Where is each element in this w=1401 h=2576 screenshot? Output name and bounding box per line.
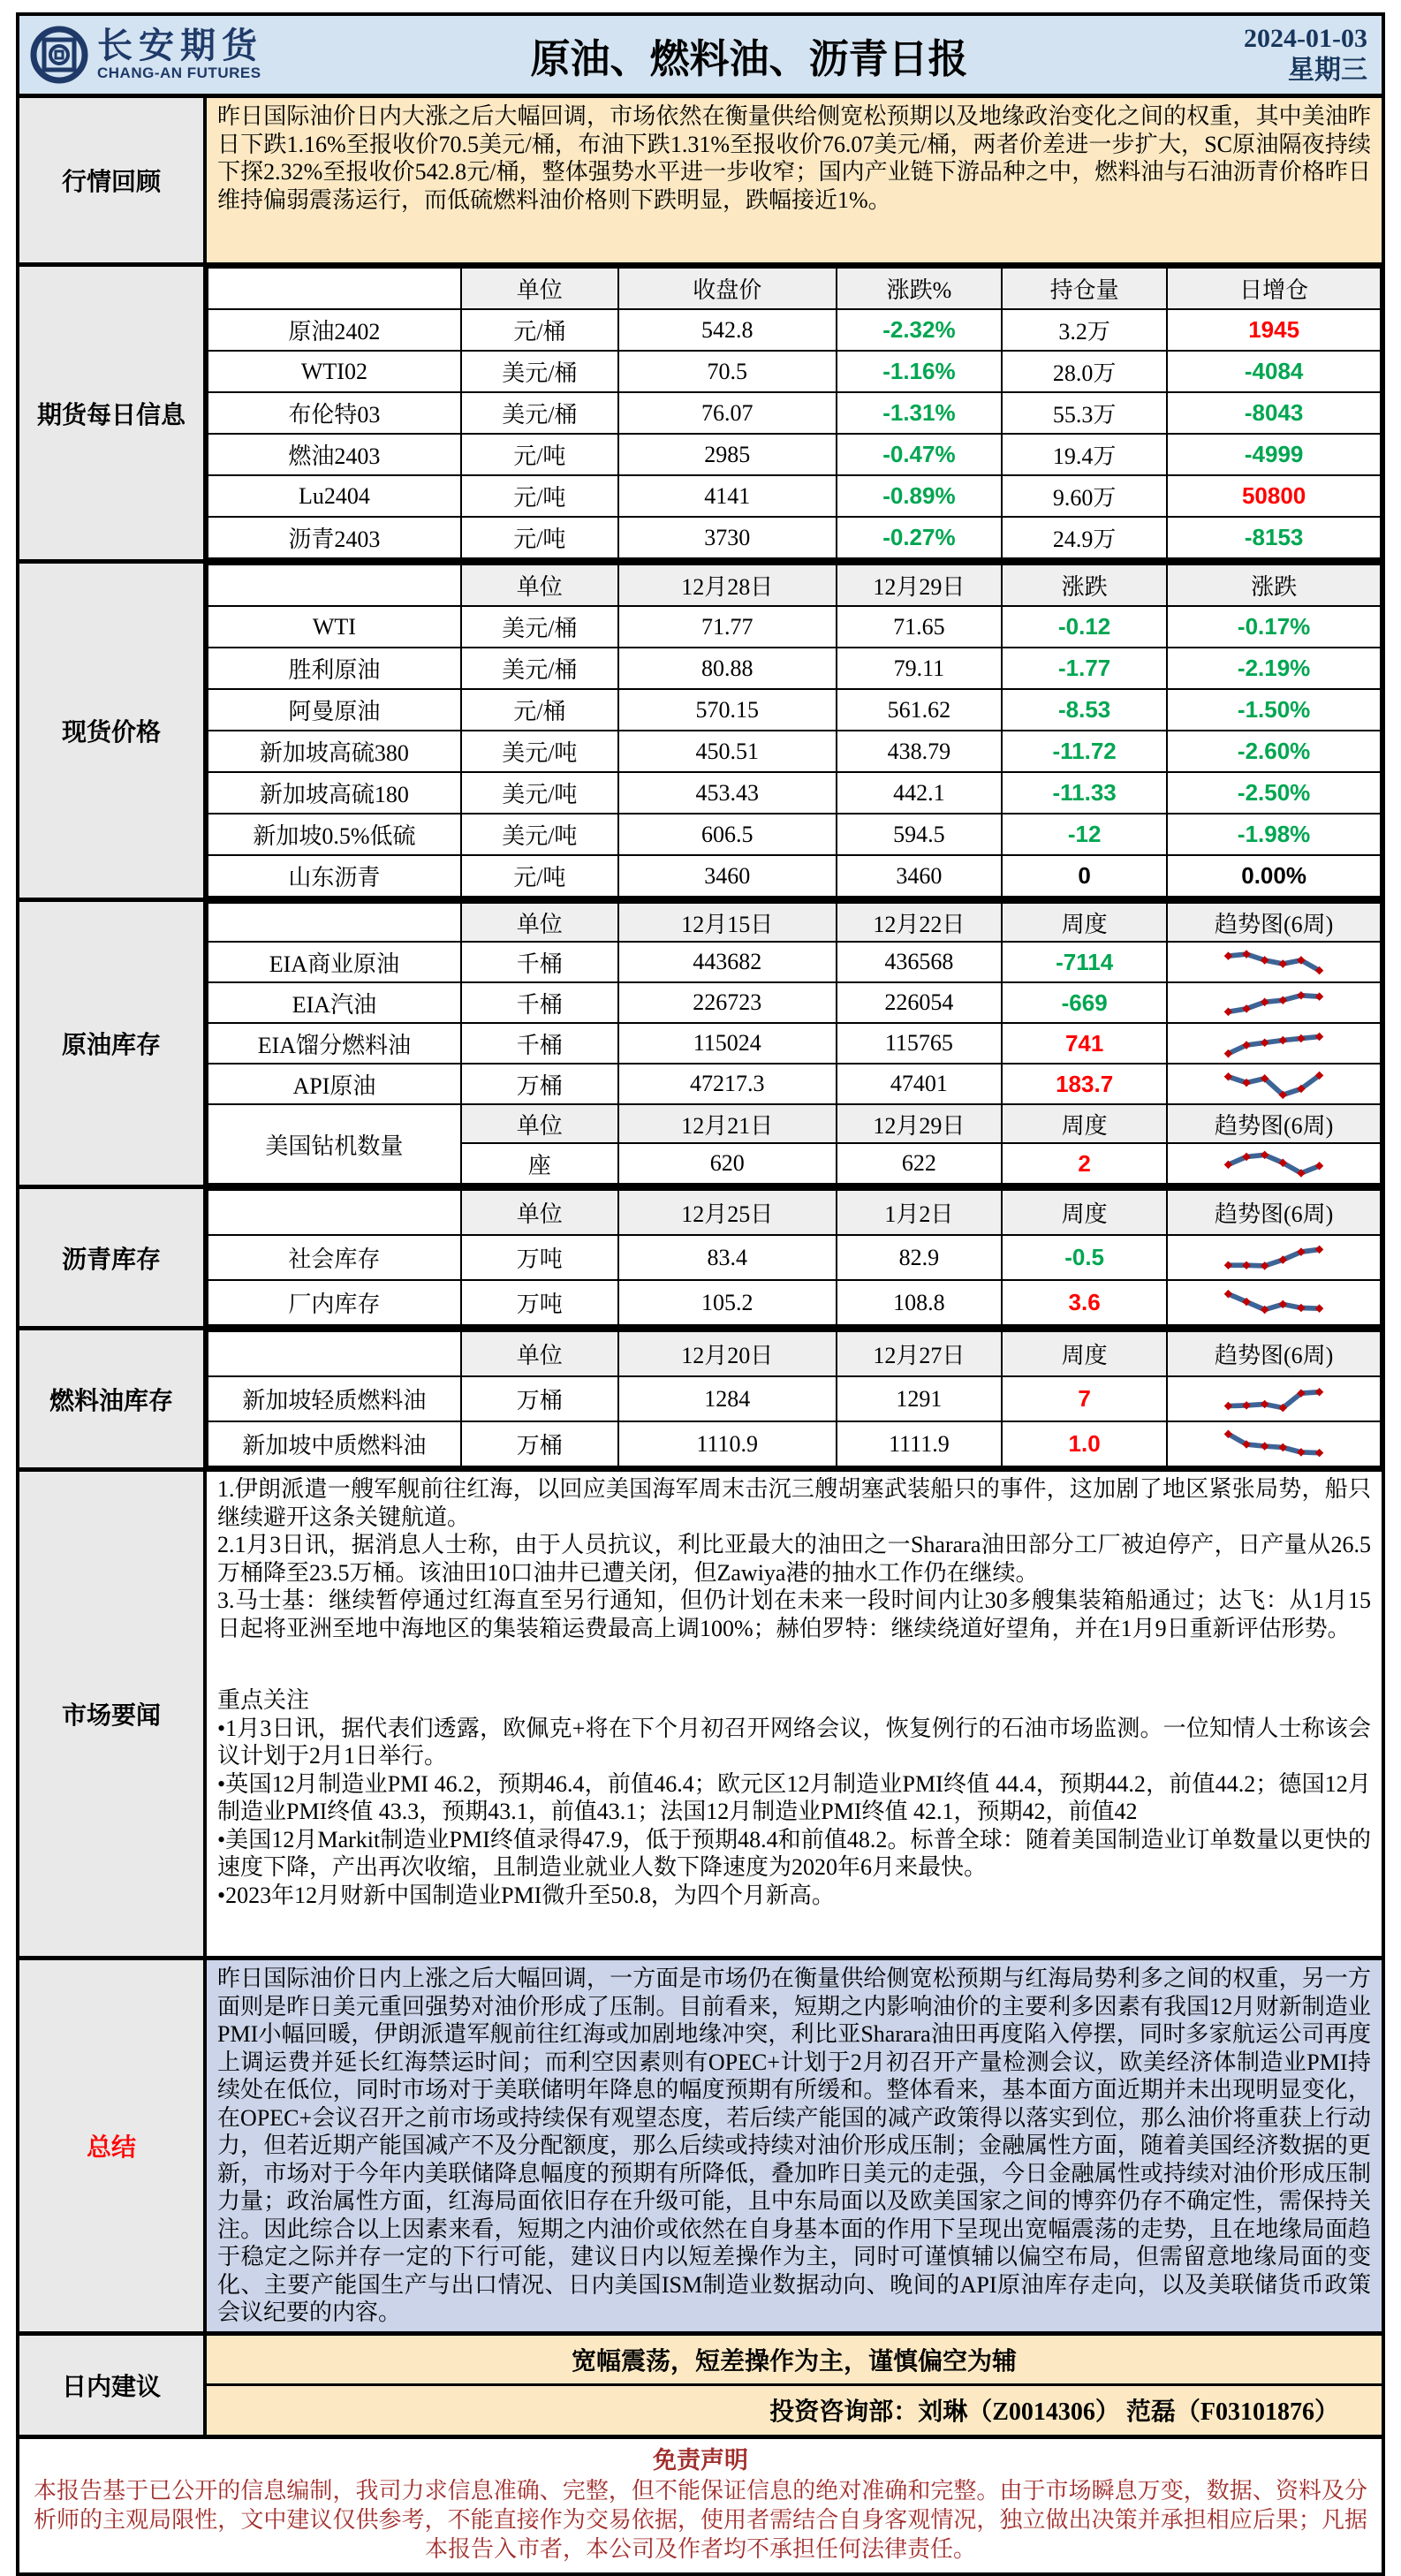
table-header-cell: 趋势图(6周) <box>1167 1104 1381 1143</box>
table-row <box>208 942 1381 982</box>
date-value: 2024-01-03 <box>1244 24 1367 53</box>
spot-table-wrap <box>207 564 1382 898</box>
table-cell: 70.5 <box>618 351 837 392</box>
table-cell: 阿曼原油 <box>208 689 461 731</box>
table-header-cell: 12月29日 <box>837 1104 1002 1143</box>
table-cell: 2 <box>1002 1143 1167 1184</box>
table-header-cell: 12月20日 <box>618 1331 837 1376</box>
table-cell: -2.60% <box>1167 731 1381 772</box>
company-logo <box>19 26 324 84</box>
table-cell: API原油 <box>208 1064 461 1104</box>
table-row <box>208 1421 1381 1466</box>
text-line: •美国12月Markit制造业PMI终值录得47.9，低于预期48.4和前值48.2。标普全球：随着美国制造业订单数量以更快的速度下降，产出再次收缩，且制造业就业人数下降速度为2020年6月来最快。 <box>217 1826 1371 1880</box>
section-asphalt-inventory <box>19 1185 1382 1326</box>
table-cell: -4999 <box>1167 434 1381 475</box>
table-row <box>208 564 1381 606</box>
table-row <box>208 392 1381 434</box>
table-row <box>208 1064 1381 1104</box>
futures-table-wrap <box>207 267 1382 559</box>
table-cell: 115024 <box>618 1023 837 1064</box>
table-cell: 3.6 <box>1002 1280 1167 1325</box>
table-cell: EIA商业原油 <box>208 942 461 982</box>
table-cell: 71.65 <box>837 606 1002 648</box>
table-cell: -1.77 <box>1002 648 1167 689</box>
trend-sparkline-chart <box>1185 1381 1362 1418</box>
asphalt-inventory-table <box>207 1189 1382 1326</box>
table-cell: EIA汽油 <box>208 982 461 1023</box>
table-cell: 1.0 <box>1002 1421 1167 1466</box>
weekday-value: 星期三 <box>1288 56 1367 85</box>
table-cell: 2985 <box>618 434 837 475</box>
table-cell: -0.47% <box>837 434 1002 475</box>
table-cell: -11.33 <box>1002 772 1167 814</box>
table-cell: -1.98% <box>1167 814 1381 855</box>
summary-text: 昨日国际油价日内上涨之后大幅回调，一方面是市场仍在衡量供给侧宽松预期与红海局势利多之间的权重，另一方面则是昨日美元重回强势对油价形成了压制。目前看来，短期之内影响油价的主要利多因素有我国12月财新制造业PMI小幅回暖，伊朗派遣军舰前往红海或加剧地缘冲突，利比亚Sharara油田再度陷入停摆，同时多家航运公司再度上调运费并延长红海禁运时间；而利空因素则有OPEC+计划于2月初召开产量检测会议，欧美经济体制造业PMI持续处在低位，同时市场对于美联储明年降息的幅度预期有所缓和。整体看来，基本面方面近期并未出现明显变化，在OPEC+会议召开之前市场或持续保有观望态度，若后续产能国的减产政策得以落实到位，那么油价将重获上行动力，但若近期产能国减产不及分配额度，那么后续或持续对油价形成压制；金融属性方面，随着美国经济数据的更新，市场对于今年内美联储降息幅度的预期有所降低，叠加昨日美元的走强，今日金融属性或持续对油价形成压制力量；政治属性方面，红海局面依旧存在升级可能，且中东局面以及欧美国家之间的博弈仍存不确定性，需保持关注。因此综合以上因素来看，短期之内油价或依然在自身基本面的作用下呈现出宽幅震荡的走势，且在地缘局面趋于稳定之际并存一定的下行可能，建议日内以短差操作为主，同时可谨慎辅以偏空布局，但需留意地缘局面的变化、主要产能国生产与出口情况、日内美国ISM制造业数据动向、晚间的API原油库存走向，以及美联储货币政策会议纪要的内容。 <box>207 1960 1382 2331</box>
table-header-cell: 12月27日 <box>837 1331 1002 1376</box>
trend-sparkline-chart <box>1185 943 1362 981</box>
table-cell: 1110.9 <box>618 1421 837 1466</box>
table-header-cell: 单位 <box>461 903 618 942</box>
table-cell: 新加坡高硫380 <box>208 731 461 772</box>
table-row <box>208 606 1381 648</box>
disclaimer-text: 本报告基于已公开的信息编制，我司力求信息准确、完整，但不能保证信息的绝对准确和完整。由于市场瞬息万变，数据、资料及分析师的主观局限性，文中建议仅供参考，不能直接作为交易依据，使用者需结合自身客观情况，独立做出决策并承担相应后果；凡据本报告入市者，本公司及作者均不承担任何法律责任。 <box>34 2477 1367 2562</box>
table-cell: 436568 <box>837 942 1002 982</box>
summary-label: 总结 <box>19 1960 207 2331</box>
table-row <box>208 982 1381 1023</box>
table-row <box>208 475 1381 517</box>
review-text: 昨日国际油价日内大涨之后大幅回调，市场依然在衡量供给侧宽松预期以及地缘政治变化之间的权重，其中美油昨日下跌1.16%至报收价70.5美元/桶，布油下跌1.31%至报收价76.07美元/桶，两者价差进一步扩大，SC原油隔夜持续下探2.32%至报收价542.8元/桶，整体强势水平进一步收窄；国内产业链下游品种之中，燃料油与石油沥青价格昨日维持偏弱震荡运行，而低硫燃料油价格则下跌明显，跌幅接近1%。 <box>207 98 1382 262</box>
table-header-cell: 周度 <box>1002 1331 1167 1376</box>
table-cell: 24.9万 <box>1002 517 1167 558</box>
table-row <box>208 517 1381 558</box>
disclaimer-title: 免责声明 <box>653 2446 748 2474</box>
report-date <box>1174 23 1382 87</box>
table-cell: 山东沥青 <box>208 855 461 897</box>
table-cell: -1.31% <box>837 392 1002 434</box>
table-cell: 183.7 <box>1002 1064 1167 1104</box>
review-label: 行情回顾 <box>19 98 207 262</box>
table-header-cell: 12月29日 <box>837 564 1002 606</box>
table-cell: 新加坡中质燃料油 <box>208 1421 461 1466</box>
trend-sparkline-chart <box>1185 1065 1362 1102</box>
table-cell: 3460 <box>618 855 837 897</box>
table-cell: 座 <box>461 1143 618 1184</box>
table-cell: 443682 <box>618 942 837 982</box>
table-cell: 71.77 <box>618 606 837 648</box>
table-cell: 1111.9 <box>837 1421 1002 1466</box>
table-cell: 元/吨 <box>461 855 618 897</box>
section-review <box>19 94 1382 262</box>
table-header-cell: 趋势图(6周) <box>1167 1331 1381 1376</box>
table-row <box>208 1376 1381 1421</box>
table-cell: -2.32% <box>837 309 1002 351</box>
table-cell: EIA馏分燃料油 <box>208 1023 461 1064</box>
logo-name-cn: 长安期货 <box>97 27 263 65</box>
table-cell: 千桶 <box>461 1023 618 1064</box>
table-header-cell: 12月21日 <box>618 1104 837 1143</box>
table-cell: 0.00% <box>1167 855 1381 897</box>
section-crude-inventory <box>19 898 1382 1185</box>
table-cell: 561.62 <box>837 689 1002 731</box>
advice-label: 日内建议 <box>19 2336 207 2435</box>
table-cell: 新加坡0.5%低硫 <box>208 814 461 855</box>
news-focus-title: 重点关注 <box>217 1687 310 1713</box>
table-cell: -8153 <box>1167 517 1381 558</box>
table-row <box>208 1331 1381 1376</box>
table-cell: 570.15 <box>618 689 837 731</box>
table-cell: -8.53 <box>1002 689 1167 731</box>
futures-table <box>207 267 1382 559</box>
table-cell: -0.17% <box>1167 606 1381 648</box>
table-cell: 万吨 <box>461 1280 618 1325</box>
table-cell: 50800 <box>1167 475 1381 517</box>
table-cell: 万桶 <box>461 1064 618 1104</box>
trend-sparkline-cell <box>1167 1064 1381 1104</box>
table-row <box>208 648 1381 689</box>
table-cell: 47401 <box>837 1064 1002 1104</box>
trend-sparkline-chart <box>1185 1145 1362 1182</box>
section-news <box>19 1467 1382 1956</box>
table-cell: 1945 <box>1167 309 1381 351</box>
table-cell: 438.79 <box>837 731 1002 772</box>
trend-sparkline-cell <box>1167 1421 1381 1466</box>
table-cell: 原油2402 <box>208 309 461 351</box>
table-cell <box>208 1190 461 1235</box>
table-cell: 美元/桶 <box>461 606 618 648</box>
crude-inventory-table <box>207 902 1382 1185</box>
table-cell: 美元/吨 <box>461 772 618 814</box>
table-header-cell: 1月2日 <box>837 1190 1002 1235</box>
table-cell: 美元/桶 <box>461 351 618 392</box>
news-paragraphs <box>217 1475 1371 1642</box>
trend-sparkline-chart <box>1185 1239 1362 1277</box>
table-header-cell: 单位 <box>461 268 618 309</box>
asphalt-inventory-label: 沥青库存 <box>19 1189 207 1326</box>
table-cell: 胜利原油 <box>208 648 461 689</box>
table-cell: 19.4万 <box>1002 434 1167 475</box>
advice-content <box>207 2336 1382 2435</box>
crude-table-wrap <box>207 902 1382 1185</box>
trend-sparkline-cell <box>1167 1280 1381 1325</box>
table-cell: 沥青2403 <box>208 517 461 558</box>
table-row <box>208 309 1381 351</box>
table-cell: 美元/吨 <box>461 731 618 772</box>
table-cell: 741 <box>1002 1023 1167 1064</box>
table-cell: 7 <box>1002 1376 1167 1421</box>
text-line: 3.马士基：继续暂停通过红海直至另行通知，但仍计划在未来一段时间内让30多艘集装箱船通过；达飞：从1月15日起将亚洲至地中海地区的集装箱运费最高上调100%；赫伯罗特：继续绕道好望角，并在1月9日重新评估形势。 <box>217 1587 1371 1641</box>
fuel-inventory-label: 燃料油库存 <box>19 1330 207 1467</box>
section-spot <box>19 559 1382 898</box>
table-cell: 47217.3 <box>618 1064 837 1104</box>
section-summary <box>19 1956 1382 2331</box>
table-header-cell: 趋势图(6周) <box>1167 903 1381 942</box>
table-cell: 55.3万 <box>1002 392 1167 434</box>
table-header-cell: 单位 <box>461 564 618 606</box>
table-header-cell: 12月25日 <box>618 1190 837 1235</box>
table-cell: 元/吨 <box>461 517 618 558</box>
table-cell: 4141 <box>618 475 837 517</box>
table-cell <box>208 564 461 606</box>
table-cell: -2.50% <box>1167 772 1381 814</box>
logo-name-en: CHANG-AN FUTURES <box>97 64 261 81</box>
table-row <box>208 1023 1381 1064</box>
trend-sparkline-chart <box>1185 1284 1362 1322</box>
text-line: •1月3日讯，据代表们透露，欧佩克+将在下个月初召开网络会议，恢复例行的石油市场监测。一位知情人士称该会议计划于2月1日举行。 <box>217 1715 1371 1769</box>
news-label: 市场要闻 <box>19 1472 207 1956</box>
table-cell: 76.07 <box>618 392 837 434</box>
table-row <box>208 1235 1381 1280</box>
table-cell: 万桶 <box>461 1421 618 1466</box>
table-cell: 新加坡轻质燃料油 <box>208 1376 461 1421</box>
trend-sparkline-chart <box>1185 1426 1362 1463</box>
table-header-cell: 涨跌 <box>1167 564 1381 606</box>
table-row <box>208 1280 1381 1325</box>
table-header-cell: 周度 <box>1002 903 1167 942</box>
table-header-cell: 日增仓 <box>1167 268 1381 309</box>
table-cell: 千桶 <box>461 982 618 1023</box>
section-disclaimer <box>19 2435 1382 2572</box>
table-cell: -8043 <box>1167 392 1381 434</box>
table-header-cell: 持仓量 <box>1002 268 1167 309</box>
fuel-inventory-table <box>207 1330 1382 1467</box>
table-cell: -4084 <box>1167 351 1381 392</box>
table-row <box>208 772 1381 814</box>
table-cell: 442.1 <box>837 772 1002 814</box>
page-title: 原油、燃料油、沥青日报 <box>530 35 968 81</box>
trend-sparkline-cell <box>1167 1023 1381 1064</box>
table-cell: 1284 <box>618 1376 837 1421</box>
table-cell: 606.5 <box>618 814 837 855</box>
table-row <box>208 855 1381 897</box>
news-focus-items <box>217 1715 1371 1910</box>
table-row <box>208 814 1381 855</box>
advice-dept: 投资咨询部：刘琳（Z0014306） 范磊（F03101876） <box>207 2386 1382 2435</box>
table-row <box>208 1190 1381 1235</box>
table-header-cell: 单位 <box>461 1331 618 1376</box>
table-cell: 226723 <box>618 982 837 1023</box>
table-header-cell: 收盘价 <box>618 268 837 309</box>
table-cell: Lu2404 <box>208 475 461 517</box>
table-cell: 3460 <box>837 855 1002 897</box>
table-header-cell: 12月22日 <box>837 903 1002 942</box>
report-header <box>19 16 1382 94</box>
table-header-cell: 涨跌 <box>1002 564 1167 606</box>
trend-sparkline-chart <box>1185 984 1362 1021</box>
table-row <box>208 1104 1381 1143</box>
table-header-cell: 涨跌% <box>837 268 1002 309</box>
table-cell: 元/吨 <box>461 434 618 475</box>
table-cell: 美元/桶 <box>461 648 618 689</box>
table-header-cell: 单位 <box>461 1190 618 1235</box>
logo-text <box>97 27 263 82</box>
table-cell: 0 <box>1002 855 1167 897</box>
table-cell: 108.8 <box>837 1280 1002 1325</box>
table-header-cell: 12月28日 <box>618 564 837 606</box>
table-cell: 美国钻机数量 <box>208 1104 461 1184</box>
text-line: 1.伊朗派遣一艘军舰前往红海，以回应美国海军周末击沉三艘胡塞武装船只的事件，这加剧了地区紧张局势，船只继续避开这条关键航道。 <box>217 1476 1371 1530</box>
table-header-cell: 单位 <box>461 1104 618 1143</box>
table-cell: 布伦特03 <box>208 392 461 434</box>
table-cell: -7114 <box>1002 942 1167 982</box>
table-cell: -1.16% <box>837 351 1002 392</box>
table-header-cell: 12月15日 <box>618 903 837 942</box>
table-cell: 千桶 <box>461 942 618 982</box>
trend-sparkline-cell <box>1167 1235 1381 1280</box>
table-cell: -11.72 <box>1002 731 1167 772</box>
table-cell: 82.9 <box>837 1235 1002 1280</box>
trend-sparkline-cell <box>1167 942 1381 982</box>
table-cell: -0.89% <box>837 475 1002 517</box>
table-cell: 元/桶 <box>461 689 618 731</box>
table-cell: -2.19% <box>1167 648 1381 689</box>
table-cell: 万吨 <box>461 1235 618 1280</box>
table-cell: 105.2 <box>618 1280 837 1325</box>
table-cell: 79.11 <box>837 648 1002 689</box>
trend-sparkline-cell <box>1167 1376 1381 1421</box>
table-cell: WTI <box>208 606 461 648</box>
table-cell: 燃油2403 <box>208 434 461 475</box>
trend-sparkline-cell <box>1167 1143 1381 1184</box>
table-cell: 美元/吨 <box>461 814 618 855</box>
table-header-cell: 周度 <box>1002 1190 1167 1235</box>
table-cell: 226054 <box>837 982 1002 1023</box>
table-cell: 28.0万 <box>1002 351 1167 392</box>
text-line: •2023年12月财新中国制造业PMI微升至50.8，为四个月新高。 <box>217 1882 835 1908</box>
table-cell: 9.60万 <box>1002 475 1167 517</box>
table-row <box>208 434 1381 475</box>
table-cell: -0.27% <box>837 517 1002 558</box>
table-row <box>208 903 1381 942</box>
table-header-cell: 趋势图(6周) <box>1167 1190 1381 1235</box>
spot-label: 现货价格 <box>19 564 207 898</box>
table-cell <box>208 1331 461 1376</box>
table-cell: WTI02 <box>208 351 461 392</box>
table-cell <box>208 903 461 942</box>
trend-sparkline-cell <box>1167 982 1381 1023</box>
table-cell: 83.4 <box>618 1235 837 1280</box>
table-cell: -0.12 <box>1002 606 1167 648</box>
section-futures <box>19 262 1382 559</box>
table-cell: 115765 <box>837 1023 1002 1064</box>
futures-label: 期货每日信息 <box>19 267 207 559</box>
crude-inventory-label: 原油库存 <box>19 902 207 1185</box>
table-cell: 80.88 <box>618 648 837 689</box>
table-cell: -1.50% <box>1167 689 1381 731</box>
fuel-table-wrap <box>207 1330 1382 1467</box>
coin-logo-icon <box>30 26 88 84</box>
table-cell: -669 <box>1002 982 1167 1023</box>
table-cell: 厂内库存 <box>208 1280 461 1325</box>
table-cell: 1291 <box>837 1376 1002 1421</box>
table-cell: 3.2万 <box>1002 309 1167 351</box>
section-fuel-inventory <box>19 1326 1382 1467</box>
trend-sparkline-chart <box>1185 1025 1362 1062</box>
table-cell: 594.5 <box>837 814 1002 855</box>
asphalt-table-wrap <box>207 1189 1382 1326</box>
table-cell: 453.43 <box>618 772 837 814</box>
table-cell: 450.51 <box>618 731 837 772</box>
table-cell: 美元/桶 <box>461 392 618 434</box>
advice-text: 宽幅震荡，短差操作为主，谨慎偏空为辅 <box>207 2336 1382 2386</box>
table-cell: 620 <box>618 1143 837 1184</box>
text-line: 2.1月3日讯，据消息人士称，由于人员抗议，利比亚最大的油田之一Sharara油田部分工厂被迫停产，日产量从26.5万桶降至23.5万桶。该油田10口油井已遭关闭，但Zawiya港的抽水工作仍在继续。 <box>217 1532 1371 1586</box>
table-cell: 622 <box>837 1143 1002 1184</box>
table-cell: 3730 <box>618 517 837 558</box>
table-row <box>208 689 1381 731</box>
news-content <box>207 1472 1382 1956</box>
text-line: •英国12月制造业PMI 46.2，预期46.4，前值46.4；欧元区12月制造业PMI终值 44.4，预期44.2，前值44.2；德国12月制造业PMI终值 43.3，预期43.1，前值43.1；法国12月制造业PMI终值 42.1，预期42，前值42 <box>217 1770 1371 1824</box>
spot-table <box>207 564 1382 898</box>
table-cell: 元/吨 <box>461 475 618 517</box>
table-cell: 542.8 <box>618 309 837 351</box>
table-header-cell: 周度 <box>1002 1104 1167 1143</box>
table-cell <box>208 268 461 309</box>
table-cell: 元/桶 <box>461 309 618 351</box>
table-cell: -0.5 <box>1002 1235 1167 1280</box>
table-cell: 社会库存 <box>208 1235 461 1280</box>
section-advice <box>19 2331 1382 2435</box>
table-row <box>208 268 1381 309</box>
report-page <box>16 12 1385 2576</box>
table-cell: 万桶 <box>461 1376 618 1421</box>
table-cell: 新加坡高硫180 <box>208 772 461 814</box>
table-row <box>208 731 1381 772</box>
table-row <box>208 351 1381 392</box>
table-cell: -12 <box>1002 814 1167 855</box>
